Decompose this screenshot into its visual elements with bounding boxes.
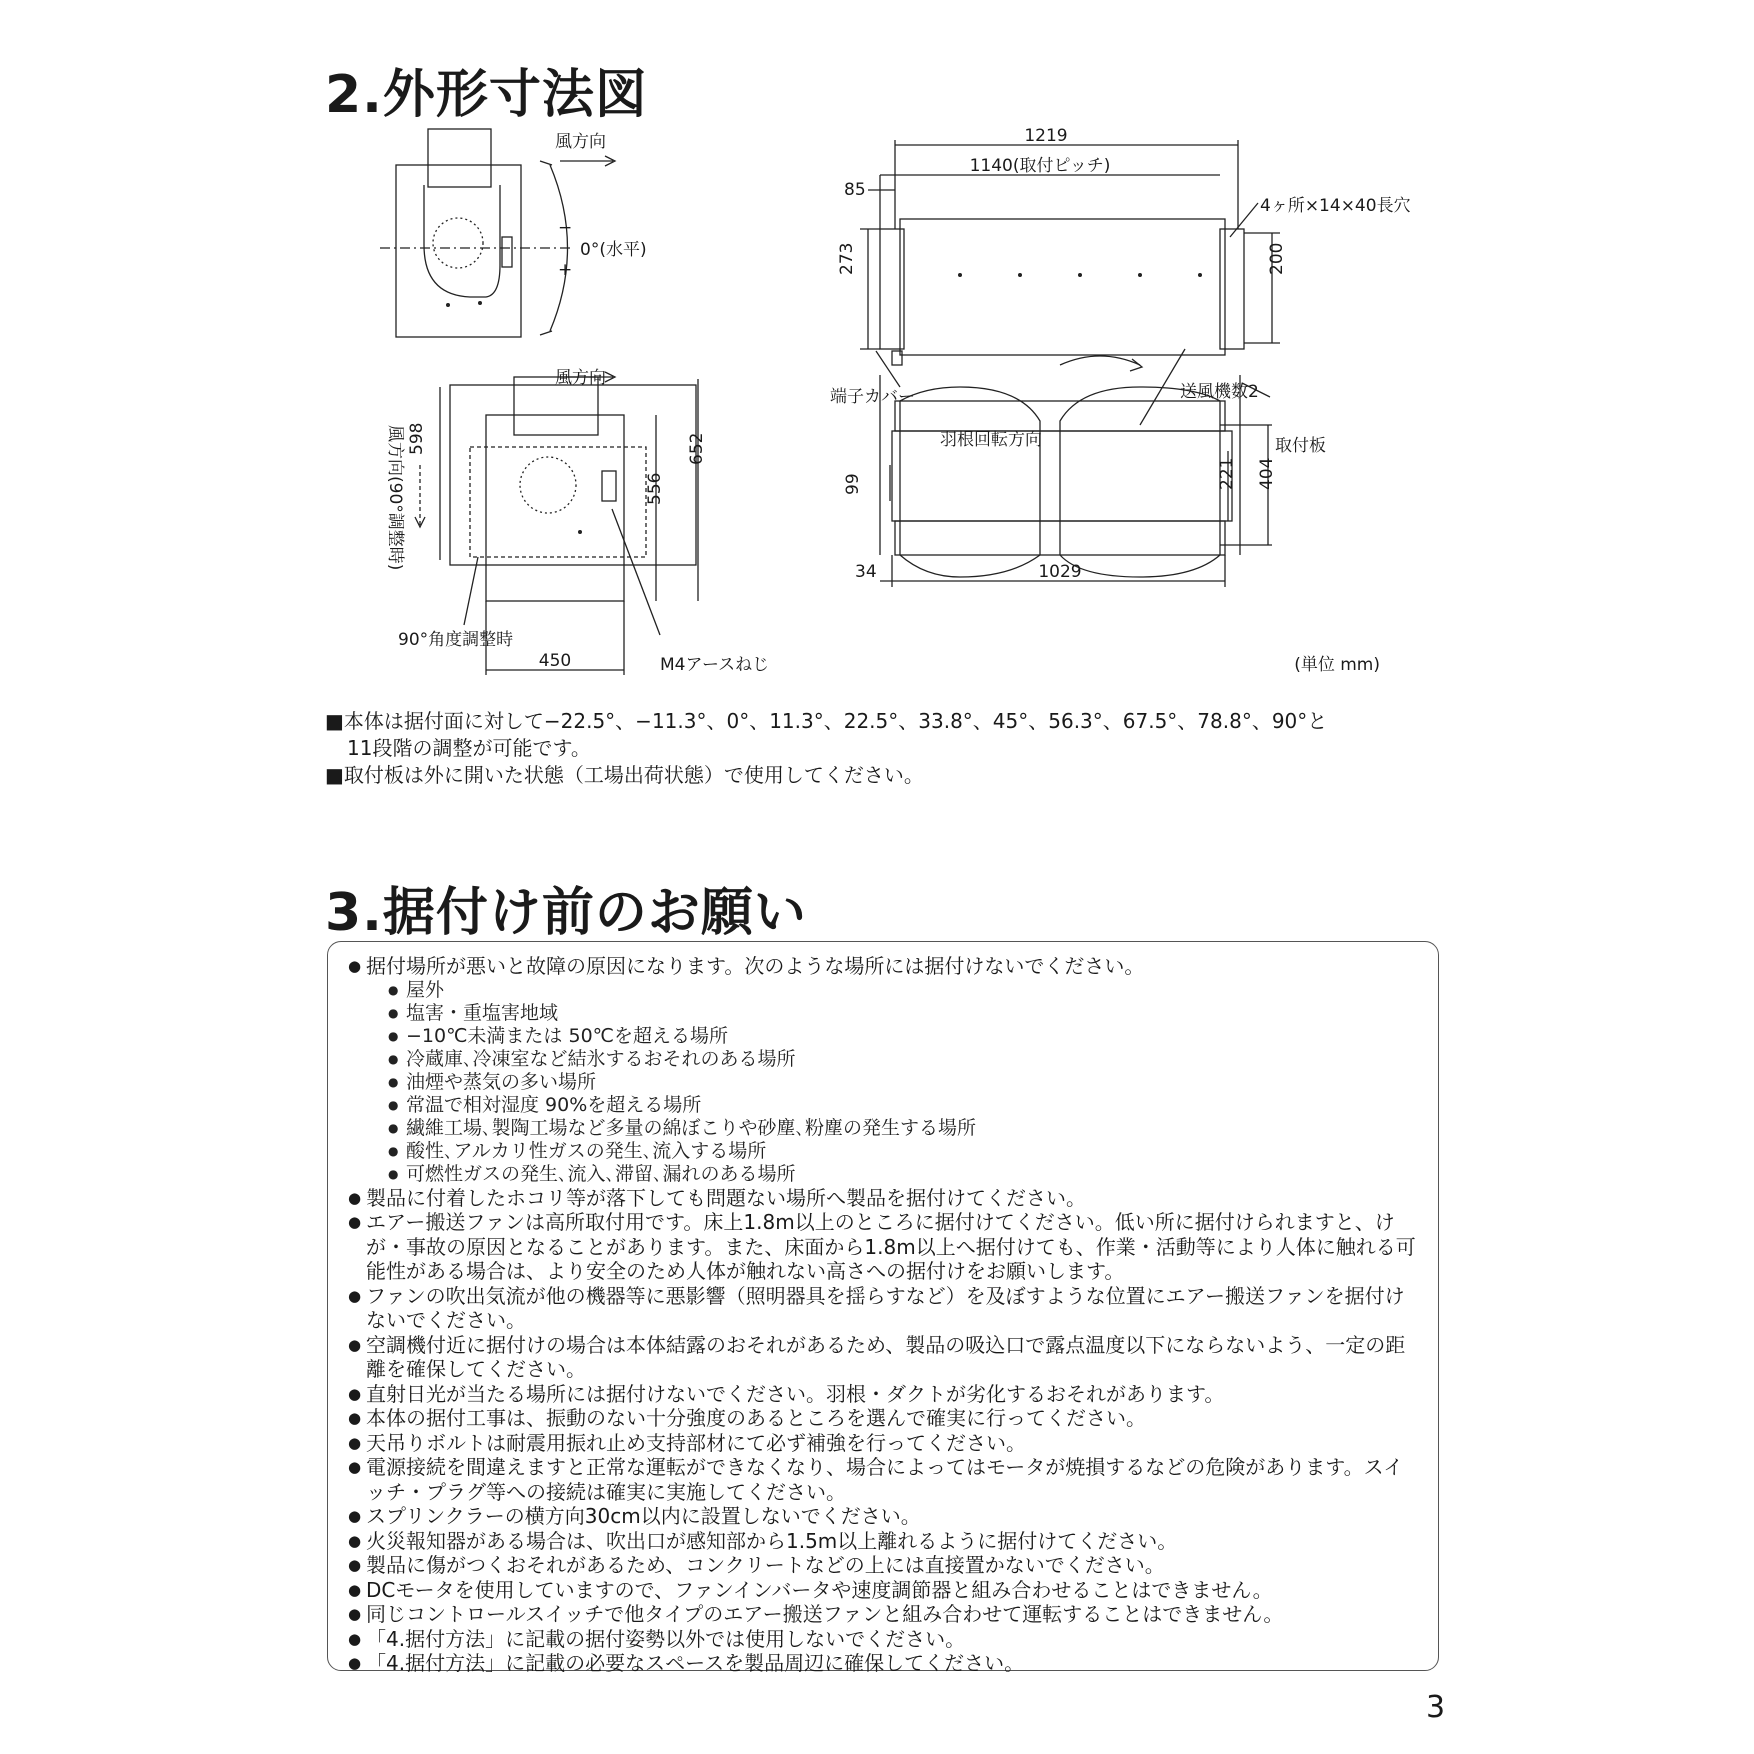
note-mounting-plate: ■取付板は外に開いた状態（工場出荷状態）で使用してください。 <box>325 763 924 787</box>
dim-273-label: 273 <box>837 242 857 275</box>
dim-652-label: 652 <box>687 432 707 465</box>
wind-direction-vertical-label: 風方向(90°調整時) <box>385 425 405 571</box>
minus-sign-label: − <box>558 218 573 238</box>
fan-count-label: 送風機数2 <box>1180 382 1259 402</box>
unsuitable-places-list <box>366 979 1420 1186</box>
fan-housing-right <box>1060 387 1220 577</box>
list-item: ● エアー搬送ファンは高所取付用です。床上1.8m以上のところに据付けてください。低い所に据付けられますと、けが・事故の原因となることがあります。また、床面から1.8m以上へ据付けても、作業・活動等により人体に触れる可能性がある場合は、より安全のため人体が触れない高さへの据付けをお願いします。 <box>348 1210 1420 1284</box>
bolt-dot <box>1078 273 1082 277</box>
side-view-terminal <box>502 237 512 267</box>
list-item: ● 製品に傷がつくおそれがあるため、コンクリートなどの上には直接置かないでください。 <box>348 1553 1420 1578</box>
list-item: ● 「4.据付方法」に記載の据付姿勢以外では使用しないでください。 <box>348 1627 1420 1652</box>
sub-list-item: ● 酸性､アルカリ性ガスの発生､流入する場所 <box>388 1140 1420 1163</box>
sub-list-item: ● 冷蔵庫､冷凍室など結氷するおそれのある場所 <box>388 1048 1420 1071</box>
list-item: ● 本体の据付工事は、振動のない十分強度のあるところを選んで確実に行ってください。 <box>348 1406 1420 1431</box>
bolt-dot <box>1018 273 1022 277</box>
bolt-dot <box>446 303 450 307</box>
list-item: ● 製品に付着したホコリ等が落下しても問題ない場所へ製品を据付けてください。 <box>348 1186 1420 1211</box>
dim-404-label: 404 <box>1257 457 1277 490</box>
dimension-drawing-svg <box>380 125 1460 685</box>
plan-view-90deg-outline <box>470 447 646 557</box>
plus-sign-label: + <box>558 260 573 280</box>
list-item: ● ファンの吹出気流が他の機器等に悪影響（照明器具を揺らすなど）を及ぼすような位置にエアー搬送ファンを据付けないでください。 <box>348 1284 1420 1333</box>
earth-screw-leader <box>612 509 660 635</box>
front-view-body <box>900 219 1225 355</box>
dim-556-label: 556 <box>645 472 665 505</box>
plan-view-terminal <box>602 471 616 501</box>
dim-200-label: 200 <box>1267 242 1287 275</box>
section-2-notes <box>325 708 1445 789</box>
dim-450-label: 450 <box>538 651 572 671</box>
installation-notes-box <box>327 941 1439 1675</box>
list-item: ● 直射日光が当たる場所には据付けないでください。羽根・ダクトが劣化するおそれがあります。 <box>348 1382 1420 1407</box>
dim-1219-label: 1219 <box>1024 126 1068 146</box>
list-item: ● 「4.据付方法」に記載の必要なスペースを製品周辺に確保してください。 <box>348 1651 1420 1676</box>
rotation-arc-head-top <box>540 161 552 165</box>
dim-85-label: 85 <box>844 180 866 200</box>
list-item: ● DCモータを使用していますので、ファンインバータや速度調節器と組み合わせることはできません。 <box>348 1578 1420 1603</box>
sub-list-item: ● 油煙や蒸気の多い場所 <box>388 1071 1420 1094</box>
bolt-dot <box>958 273 962 277</box>
rotation-arc-head-bottom <box>540 331 552 335</box>
earth-screw-label: M4アースねじ <box>660 655 770 675</box>
mounting-plate-label: 取付板 <box>1275 436 1326 456</box>
dim-34-label: 34 <box>855 562 877 582</box>
list-item <box>348 954 1420 1186</box>
sub-list-item: ● 繊維工場､製陶工場など多量の綿ぼこりや砂塵､粉塵の発生する場所 <box>388 1117 1420 1140</box>
note-angle-line-2: 11段階の調整が可能です。 <box>347 736 591 760</box>
bolt-dot <box>1138 273 1142 277</box>
plan-view-body <box>486 415 624 601</box>
rotation-direction-arrow <box>1060 356 1140 365</box>
angle-zero-label: 0°(水平) <box>580 240 647 260</box>
dim-221-label: 221 <box>1217 457 1237 490</box>
bolt-dot <box>1198 273 1202 277</box>
fan-housing-left <box>900 387 1040 577</box>
front-view-right-plate <box>1220 229 1244 349</box>
section-3-title: 3.据付け前のお願い <box>325 883 807 943</box>
note-angle-line-1: ■本体は据付面に対して−22.5°、−11.3°、0°、11.3°、22.5°、33.8°、45°、56.3°、67.5°、78.8°、90°と <box>325 709 1328 733</box>
side-view-fan-circle <box>433 218 483 268</box>
section-2-title: 2.外形寸法図 <box>325 65 648 125</box>
terminal-cover-label: 端子カバー <box>830 387 915 407</box>
wind-direction-top-label: 風方向 <box>555 132 606 152</box>
dim-1140-label: 1140(取付ピッチ) <box>969 156 1111 176</box>
sub-list-item: ● 常温で相対湿度 90%を超える場所 <box>388 1094 1420 1117</box>
sub-list-item: ● 屋外 <box>388 979 1420 1002</box>
wind-direction-bottom-label: 風方向 <box>555 368 606 388</box>
bolt-dot <box>578 530 582 534</box>
list-item: ● 空調機付近に据付けの場合は本体結露のおそれがあるため、製品の吸込口で露点温度以下にならないよう、一定の距離を確保してください。 <box>348 1333 1420 1382</box>
unit-label: (単位 mm) <box>1294 655 1380 675</box>
page-number: 3 <box>1426 1690 1446 1725</box>
plan-view-fan-circle <box>520 457 576 513</box>
installation-notes-list <box>328 942 1438 1676</box>
sub-list-item: ● −10℃未満または 50℃を超える場所 <box>388 1025 1420 1048</box>
angle-adjust-label: 90°角度調整時 <box>398 630 514 650</box>
blade-rotation-label: 羽根回転方向 <box>940 430 1042 450</box>
dimension-drawing <box>380 125 1460 685</box>
rotation-direction-head <box>1130 359 1142 371</box>
side-view-scroll <box>424 185 500 297</box>
angle-adjust-leader <box>464 557 478 625</box>
side-view-bracket <box>428 129 491 187</box>
dim-598-label: 598 <box>407 422 427 455</box>
list-item: ● 電源接続を間違えますと正常な運転ができなくなり、場合によってはモータが焼損するなどの危険があります。スイッチ・プラグ等への接続は確実に実施してください。 <box>348 1455 1420 1504</box>
list-item: ● スプリンクラーの横方向30cm以内に設置しないでください。 <box>348 1504 1420 1529</box>
list-item: ● 天吊りボルトは耐震用振れ止め支持部材にて必ず補強を行ってください。 <box>348 1431 1420 1456</box>
sub-list-item: ● 塩害・重塩害地域 <box>388 1002 1420 1025</box>
list-item: ● 同じコントロールスイッチで他タイプのエアー搬送ファンと組み合わせて運転することはできません。 <box>348 1602 1420 1627</box>
sub-list-item: ● 可燃性ガスの発生､流入､滞留､漏れのある場所 <box>388 1163 1420 1186</box>
list-item-text: 据付場所が悪いと故障の原因になります。次のような場所には据付けないでください。 <box>366 954 1145 978</box>
list-item: ● 火災報知器がある場合は、吹出口が感知部から1.5m以上離れるように据付けてください。 <box>348 1529 1420 1554</box>
bolt-dot <box>478 301 482 305</box>
dim-99-label: 99 <box>843 473 863 495</box>
slot-note-label: 4ヶ所×14×40長穴 <box>1260 196 1411 216</box>
dim-1029-label: 1029 <box>1038 562 1082 582</box>
